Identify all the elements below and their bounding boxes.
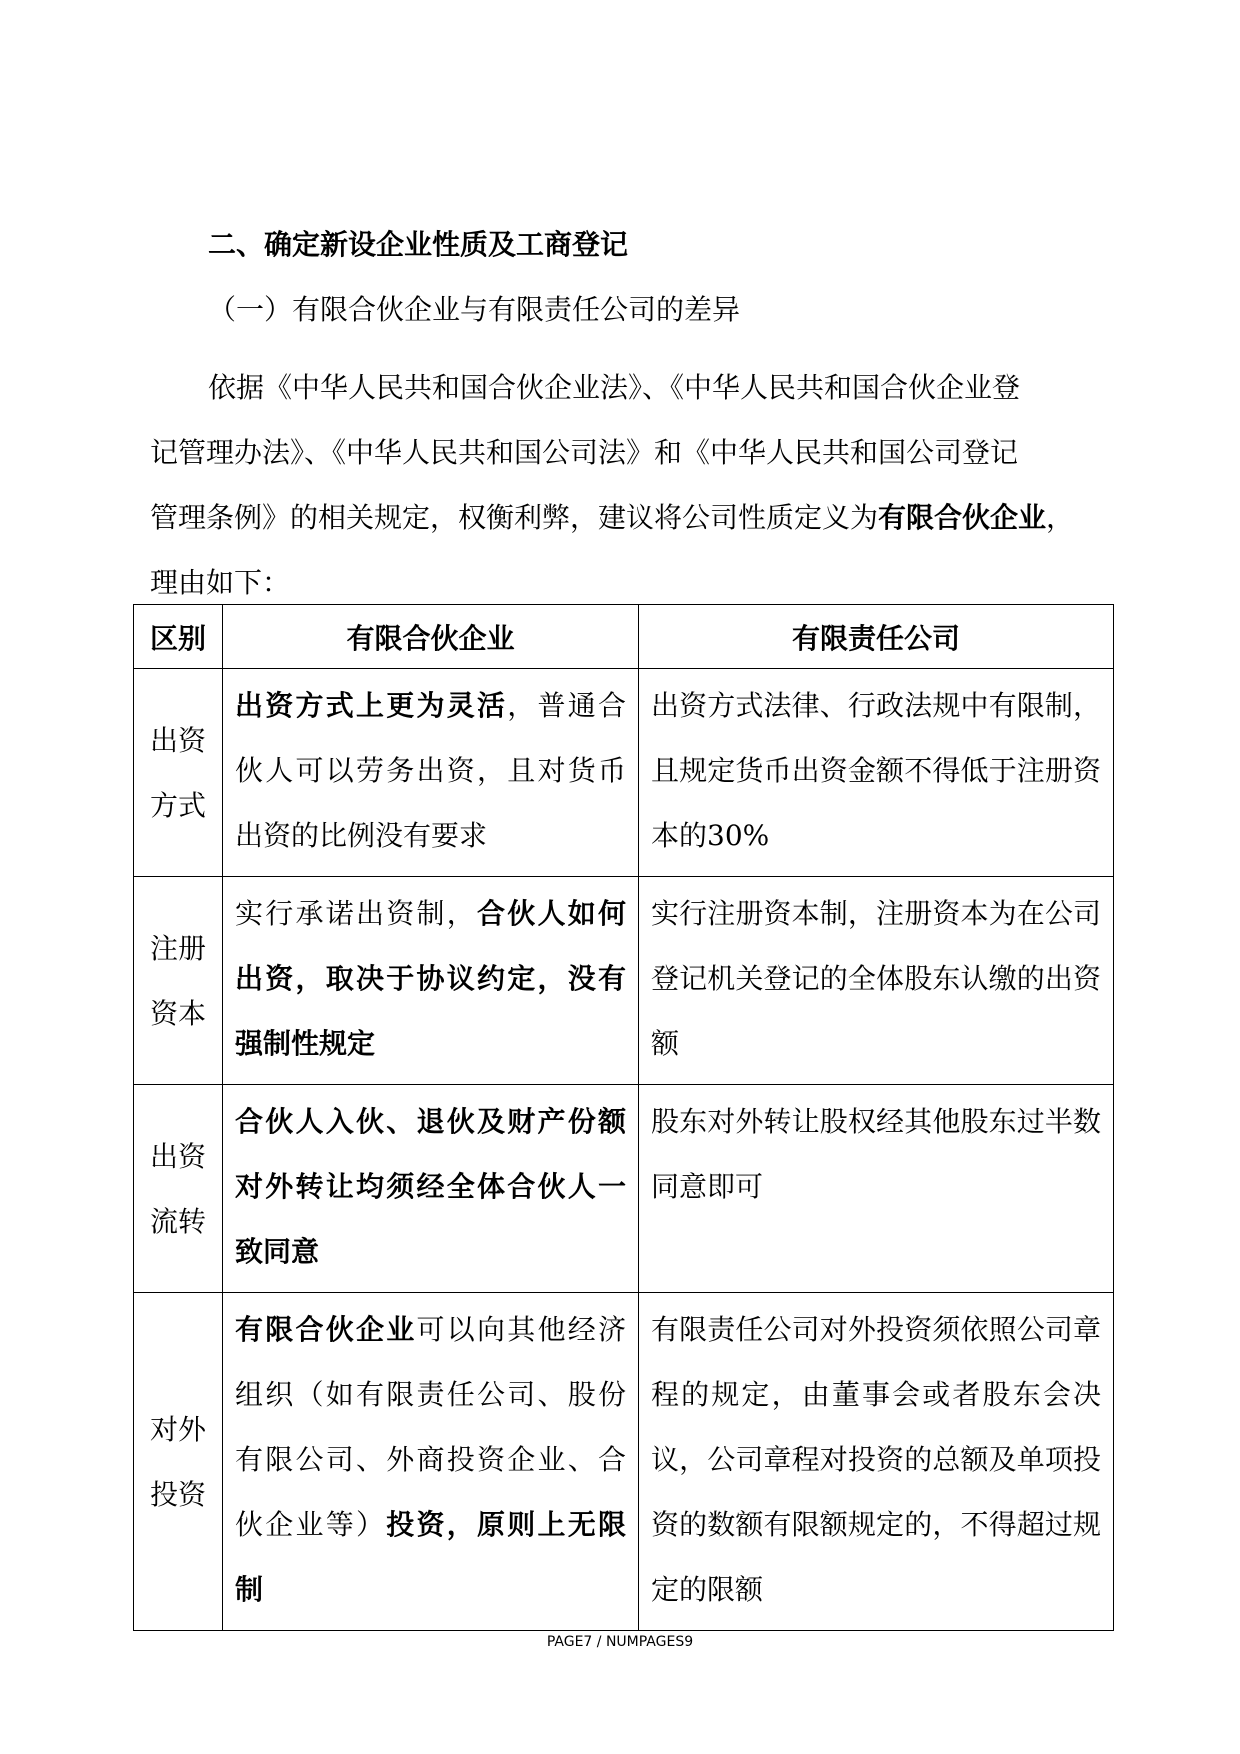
cell-emphasis: 有限合伙企业	[235, 1313, 417, 1346]
partnership-cell	[223, 1085, 639, 1293]
category-line: 出资	[149, 723, 206, 757]
section-heading: 二、确定新设企业性质及工商登记	[208, 228, 629, 261]
header-limited-partnership: 有限合伙企业	[223, 605, 639, 669]
category-line: 方式	[149, 788, 206, 822]
cell-emphasis: 出资方式上更为灵活	[235, 689, 508, 722]
header-difference: 区别	[134, 605, 223, 669]
cell-emphasis: 投资，原则上无限制	[235, 1508, 626, 1606]
paragraph-line: 记管理办法》、《中华人民共和国公司法》和《中华人民共和国公司登记	[150, 436, 1019, 469]
intro-paragraph	[150, 355, 1110, 615]
cell-text: 有限责任公司对外投资须依照公司章程的规定，由董事会或者股东会决议，公司章程对投资的总额及单项投资的数额有限额规定的，不得超过规定的限额	[651, 1313, 1101, 1606]
cell-emphasis: 合伙人入伙、退伙及财产份额对外转让均须经全体合伙人一致同意	[235, 1105, 626, 1268]
table-header-row	[134, 605, 1114, 669]
table-row	[134, 877, 1114, 1085]
table-row	[134, 1085, 1114, 1293]
subsection-heading: （一）有限合伙企业与有限责任公司的差异	[208, 293, 741, 326]
partnership-cell	[223, 669, 639, 877]
cell-emphasis: 合伙人如何出资，取决于协议约定，没有强制性规定	[235, 897, 626, 1060]
company-cell	[639, 1293, 1114, 1631]
category-line: 投资	[149, 1477, 206, 1511]
category-line: 对外	[149, 1412, 206, 1446]
page-footer: PAGE7 / NUMPAGES9	[546, 1634, 694, 1650]
category-line: 资本	[149, 996, 206, 1030]
company-cell	[639, 669, 1114, 877]
cell-text: 实行注册资本制，注册资本为在公司登记机关登记的全体股东认缴的出资额	[651, 897, 1101, 1060]
row-category	[134, 1085, 223, 1293]
company-cell	[639, 1085, 1114, 1293]
row-category	[134, 669, 223, 877]
row-category	[134, 877, 223, 1085]
cell-text: 股东对外转让股权经其他股东过半数同意即可	[651, 1105, 1101, 1203]
cell-text: 出资方式法律、行政法规中有限制，且规定货币出资金额不得低于注册资本的30%	[651, 689, 1101, 852]
company-cell	[639, 877, 1114, 1085]
cell-text: 可以向其他经济组织（如有限责任公司、股份有限公司、外商投资企业、合伙企业等）	[235, 1313, 626, 1541]
category-line: 出资	[149, 1139, 206, 1173]
header-limited-liability-company: 有限责任公司	[639, 605, 1114, 669]
paragraph-line	[150, 485, 1110, 550]
category-line: 注册	[149, 931, 206, 965]
comparison-table	[133, 604, 1114, 1631]
partnership-cell	[223, 1293, 639, 1631]
table-row	[134, 1293, 1114, 1631]
partnership-cell	[223, 877, 639, 1085]
cell-text: 实行承诺出资制，	[235, 897, 477, 930]
category-line: 流转	[149, 1204, 206, 1238]
paragraph-text: ，	[1046, 501, 1075, 534]
paragraph-line: 理由如下：	[150, 566, 291, 599]
row-category	[134, 1293, 223, 1631]
cell-text: ，普通合伙人可以劳务出资，且对货币出资的比例没有要求	[235, 689, 626, 852]
paragraph-emphasis: 有限合伙企业	[878, 501, 1047, 534]
paragraph-text: 管理条例》的相关规定，权衡利弊，建议将公司性质定义为	[150, 501, 879, 534]
table-row	[134, 669, 1114, 877]
paragraph-line: 依据《中华人民共和国合伙企业法》、《中华人民共和国合伙企业登	[208, 371, 1021, 404]
